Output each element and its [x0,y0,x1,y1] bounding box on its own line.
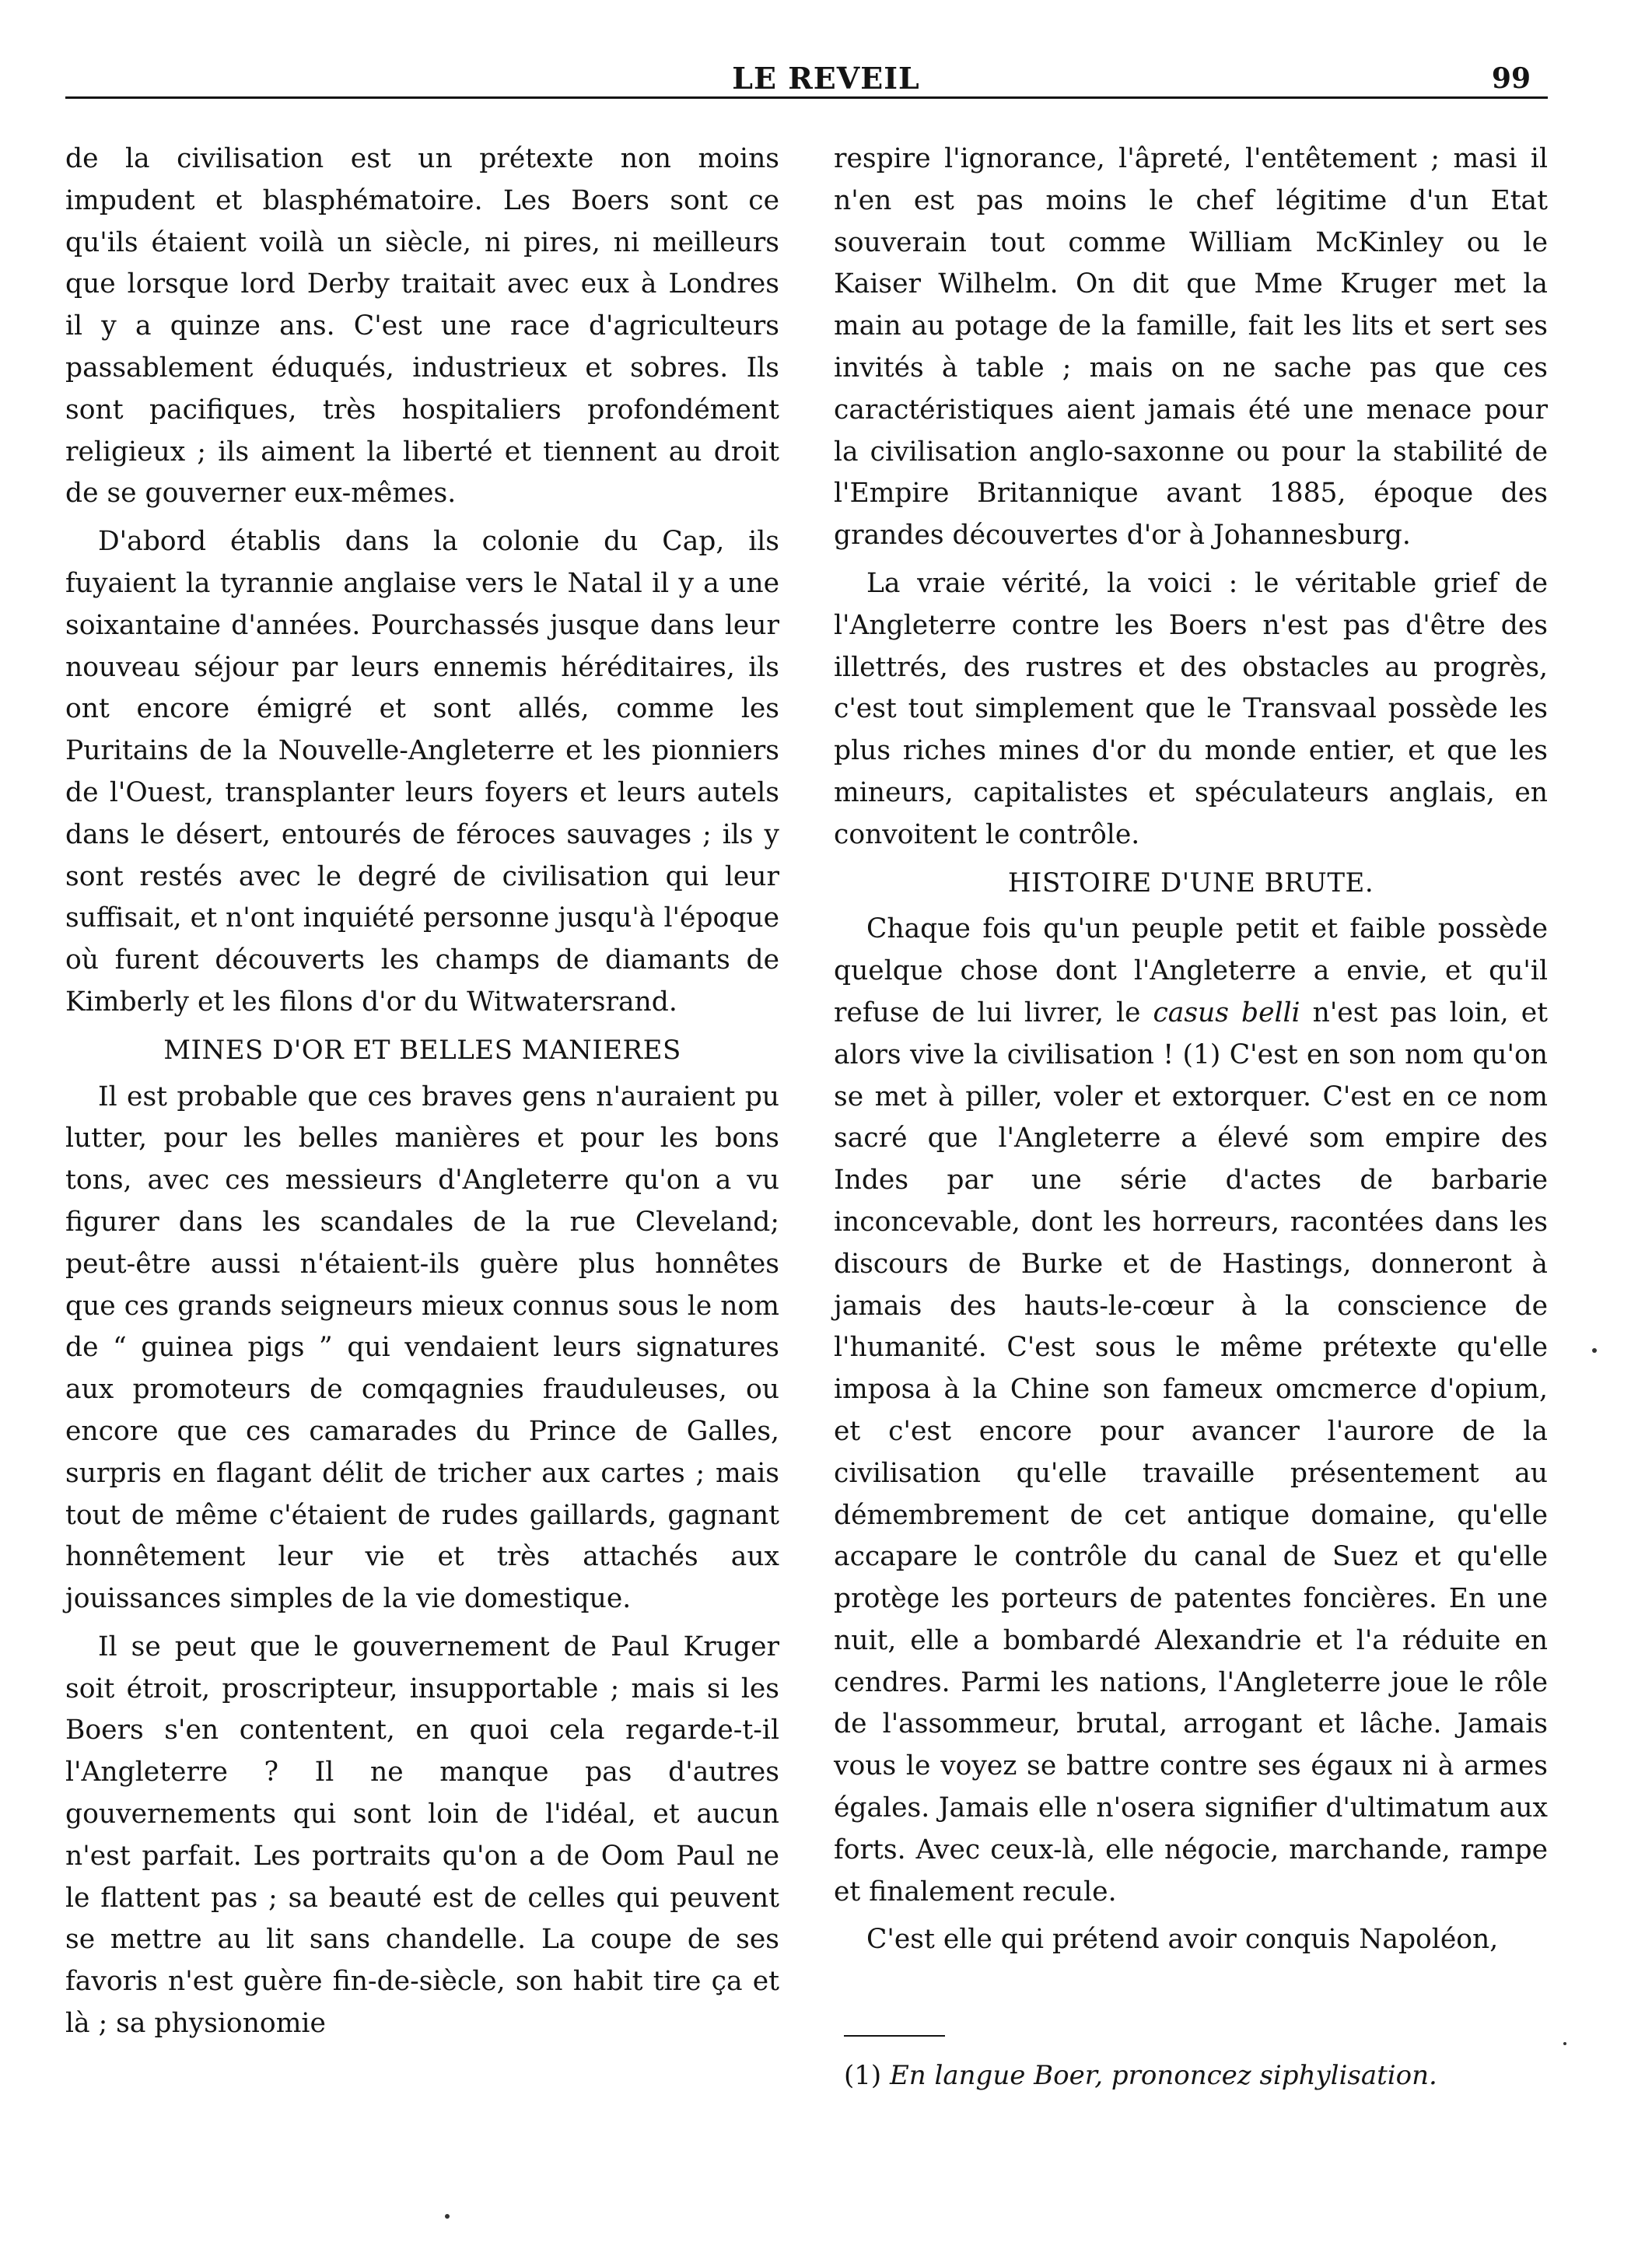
left-paragraph-3: Il est probable que ces braves gens n'auraient pu lutter, pour les belles manières et pour les bons tons, avec ces messieurs d'Angleterre qu'on a vu figurer dans les scandales de la rue Cleveland; peut-être aussi n'étaient-ils guère plus honnêtes que ces grands seigneurs mieux connus sous le nom de “ guinea pigs ” qui vendaient leurs signatures aux promoteurs de comqagnies frauduleuses, ou encore que ces camarades du Prince de Galles, surpris en flagant délit de tricher aux cartes ; mais tout de même c'étaient de rudes gaillards, gagnant honnêtement leur vie et très attachés aux jouissances simples de la vie domestique. [65,1081,779,1615]
running-title: LE REVEIL [732,61,920,96]
left-paragraph-2: D'abord établis dans la colonie du Cap, ils fuyaient la tyrannie anglaise vers le Natal il y a une soixantaine d'années. Pourchassés jusque dans leur nouveau séjour par leurs ennemis héréditaires, ils ont encore émigré et sont allés, comme les Puritains de la Nouvelle-Angleterre et les pionniers de l'Ouest, transplanter leurs foyers et leurs autels dans le désert, entourés de féroces sauvages ; ils y sont restés avec le degré de civilisation qui leur suffisait, et n'ont inquiété personne jusqu'à l'époque où furent découverts les champs de diamants de Kimberly et les filons d'or du Witwatersrand. [65,526,779,1018]
casus-belli-italic: casus belli [1153,997,1300,1028]
page-number: 99 [1491,62,1531,95]
print-speck [1592,1348,1597,1353]
right-paragraph-3-end: n'est pas loin, et alors vive la civilisation ! (1) C'est en son nom qu'on se met à piller, voler et extorquer. C'est en ce nom sacré que l'Angleterre a élevé som empire des Indes par une série d'actes de barbarie inconcevable, dont les horreurs, racontées dans les discours de Burke et de Hastings, donneront à jamais des hauts-le-cœur à la conscience de l'humanité. C'est sous le même prétexte qu'elle imposa à la Chine son fameux omcmerce d'opium, et c'est encore pour avancer l'aurore de la civilisation qu'elle travaille présentement au démembrement de cet antique domaine, qu'elle accapare le contrôle du canal de Suez et qu'elle protège les porteurs de patentes foncières. En une nuit, elle a bombardé Alexandrie et l'a réduite en cendres. Parmi les nations, l'Angleterre joue le rôle de l'assommeur, brutal, arrogant et lâche. Jamais vous le voyez se battre contre ses égaux ni à armes égales. Jamais elle n'osera signifier d'ultimatum aux forts. Avec ceux-là, elle négocie, marchande, rampe et finalement recule. [834,997,1548,1907]
section-heading-mines: MINES D'OR ET BELLES MANIERES [163,1034,681,1066]
print-speck [1563,2042,1566,2045]
right-paragraph-2: La vraie vérité, la voici : le véritable grief de l'Angleterre contre les Boers n'est pas d'être des illettrés, des rustres et des obstacles au progrès, c'est tout simplement que le Transvaal possède les plus riches mines d'or du monde entier, et que les mineurs, capitalistes et spéculateurs anglais, en convoitent le contrôle. [834,567,1548,850]
right-column [834,138,1548,1967]
left-paragraph-4: Il se peut que le gouvernement de Paul Kruger soit étroit, proscripteur, insupportable ; mais si les Boers s'en contentent, en quoi cela regarde-t-il l'Angleterre ? Il ne manque pas d'autres gouvernements qui sont loin de l'idéal, et aucun n'est parfait. Les portraits qu'on a de Oom Paul ne le flattent pas ; sa beauté est de celles qui peuvent se mettre au lit sans chandelle. La coupe de ses favoris n'est guère fin-de-siècle, son habit tire ça et là ; sa physionomie [65,1631,779,2040]
section-heading-brute: HISTOIRE D'UNE BRUTE. [1007,867,1374,899]
footnote [844,2057,1544,2094]
right-paragraph-1: respire l'ignorance, l'âpreté, l'entêtement ; masi il n'en est pas moins le chef légitime d'un Etat souverain tout comme William McKinley ou le Kaiser Wilhelm. On dit que Mme Kruger met la main au potage de la famille, fait les lits et sert ses invités à table ; mais on ne sache pas que ces caractéristiques aient jamais été une menace pour la civilisation anglo-saxonne ou pour la stabilité de l'Empire Britannique avant 1885, époque des grandes découvertes d'or à Johannesburg. [834,143,1548,552]
footnote-rule [844,2035,945,2037]
right-paragraph-4: C'est elle qui prétend avoir conquis Napoléon, [866,1924,1499,1956]
left-paragraph-1: de la civilisation est un prétexte non moins impudent et blasphématoire. Les Boers sont ce qu'ils étaient voilà un siècle, ni pires, ni meilleurs que lorsque lord Derby traitait avec eux à Londres il y a quinze ans. C'est une race d'agriculteurs passablement éduqués, industrieux et sobres. Ils sont pacifiques, très hospitaliers profondément religieux ; ils aiment la liberté et tiennent au droit de se gouverner eux-mêmes. [65,143,779,510]
left-column [65,138,779,2051]
footnote-text: En langue Boer, prononcez siphylisation. [889,2060,1437,2091]
header-rule [65,96,1548,99]
right-paragraph-3 [834,909,1548,1913]
footnote-marker: (1) [844,2060,882,2091]
print-speck [445,2214,450,2219]
running-head [0,61,1652,107]
right-paragraph-3-start: Chaque fois qu'un peuple petit et faible possède quelque chose dont l'Angleterre a envie, et qu'il refuse de lui livrer, le [834,913,1548,1028]
